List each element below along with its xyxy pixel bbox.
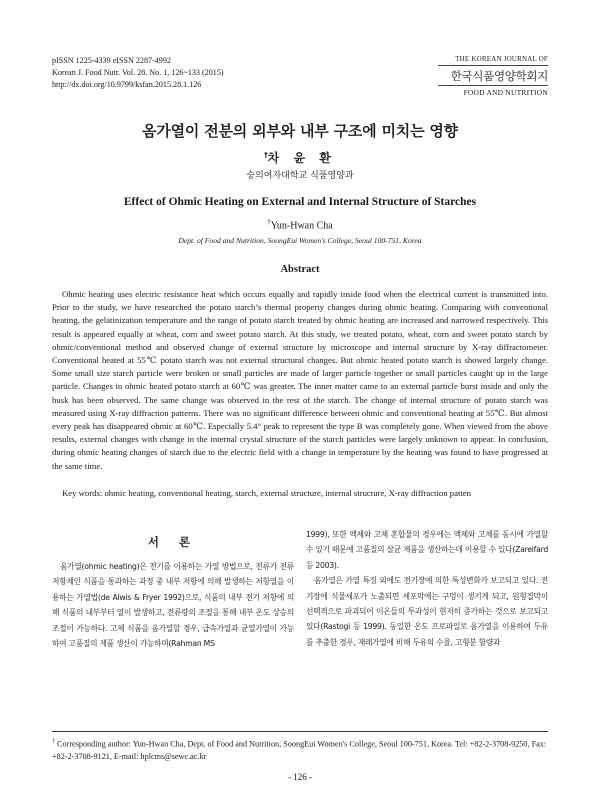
body-column-right (306, 527, 548, 650)
paragraph: 1999), 또한 액체와 고체 혼합물의 경우에는 액체와 고체를 동시에 가열할 수 있기 때문에 고품질의 살균 제품을 생산하는데 이용할 수 있다(Zareifard 등 2003). (306, 530, 548, 570)
paragraph: 옴가열은 가열 특징 외에도 전기장에 의한 특성변화가 보고되고 있다. 전기장에 식물세포가 노출되면 세포막에는 구멍이 생기게 되고, 원형질막이 선택적으로 파괴되어 이온들의 투과성이 현저히 증가하는 것으로 보고되고 있다(Rastogi 등 1999). 동일한 온도 프로파일로 옴가열을 이용하여 두유를 추출한 경우, 재래가열에 비해 두유의 수율, 고형분 함량과 (306, 576, 548, 647)
citation-line: Korean J. Food Nutr. Vol. 28. No. 1, 126~133 (2015) (52, 68, 224, 77)
body-column-left (52, 527, 294, 651)
keywords: Key words: ohmic heating, conventional heating, starch, external structure, internal structure, X-ray diffraction patten (62, 488, 471, 498)
corresponding-mark: † (264, 151, 268, 159)
title-korean: 옴가열이 전분의 외부와 내부 구조에 미치는 영향 (142, 122, 458, 140)
doi-link[interactable]: http://dx.doi.org/10.9799/ksfan.2015.28.1.126 (52, 80, 202, 89)
journal-name-en-top: THE KOREAN JOURNAL OF (438, 55, 548, 66)
affiliation-korean: 숭의여자대학교 식품영양과 (246, 171, 354, 181)
footnote-divider (52, 731, 548, 732)
journal-logo (438, 55, 548, 97)
corresponding-mark-en: † (267, 218, 271, 226)
footnote-text: Corresponding author: Yun-Hwan Cha, Dept. of Food and Nutrition, SoongEui Women's College, Seoul 100-751, Korea. Tel: +82-2-3708-9250, Fax: +82-2-3708-9121, E-mail: hplcms@sewc.ac.kr (52, 739, 547, 762)
author-name-english: Yun-Hwan Cha (270, 220, 333, 232)
paragraph: 옴가열(ohmic heating)은 전기를 이용하는 가열 방법으로, 전류가 전류저항체인 식품을 통과하는 과정 중 내부 저항에 의해 발생하는 저항열을 이용하는 가열법(de Alwis & Fryer 1992)으로, 식품의 내부 전기 저항에 의해 식품의 내부부터 열이 발생하고, 전류량의 조절을 통해 내부 온도 상승의 조절이 가능하다. 고체 식품을 옴가열할 경우, 급속가열과 균열가열이 가능하여 고품질의 제품 생산이 가능하며(Rahman MS (52, 562, 294, 649)
affiliation-english: Dept. of Food and Nutrition, SoongEui Women's College, Seoul 100-751, Korea (178, 236, 422, 245)
footnote-corresponding-author (52, 736, 548, 764)
issn-line: pISSN 1225-4339 eISSN 2287-4992 (52, 56, 171, 65)
author-name-korean: 차 윤 환 (267, 151, 336, 165)
journal-name-en-bottom: FOOD AND NUTRITION (438, 85, 548, 97)
author-korean (0, 149, 600, 166)
page-number: - 126 - (288, 772, 312, 782)
journal-name-kr: 한국식품영양학회지 (450, 69, 548, 83)
title-english: Effect of Ohmic Heating on External and Internal Structure of Starches (123, 196, 477, 208)
section-heading-introduction: 서 론 (147, 535, 199, 549)
citation-block (52, 55, 224, 91)
footnote-mark: † (52, 739, 55, 745)
abstract-heading: Abstract (280, 264, 320, 275)
author-english (0, 218, 600, 231)
abstract-text: Ohmic heating uses electric resistance heat which occurs equally and rapidly inside food when the electrical current is transmitted into. Prior to the study, we have researched the potato starch’s thermal property changes during ohmic heating. Comparing with conventional heating, the gelatinization temperature and the range of potato starch treated by ohmic heating are increased and narrowed respectively. This result is appeared equally at wheat, corn and sweet potato starch. At this study, we treated potato, wheat, corn and sweet potato starch by ohmic/conventional method and observed change of external structure by microscope and internal structure by X-ray diffractometer. Conventional heated at 55℃ potato starch was not external structural changes. But ohmic heated potato starch is showed largely change. Some small size starch particle were broken or small particles are made of larger particle together or small particles caught up in the large particle. Changes in ohmic heated potato starch at 60℃ was greater. The inner matter came to an external particle burst inside and only the husk has been observed. The same change was observed in the rest of the starch. The change of internal structure of potato starch was measured using X-ray diffraction patterns. There was no significant difference between ohmic and conventional heating at 55℃. But almost every peak has disappeared ohmic at 60℃. Especially 5.4° peak to represent the type B was completely gone. When viewed from the above results, external changes with change in the internal crystal structure of the starch particles were largely unknown to appear. In conclusion, during ohmic heating changes of starch due to the electric field with a change in temperature by the heating was found to have progressed at the same time. (52, 289, 548, 471)
